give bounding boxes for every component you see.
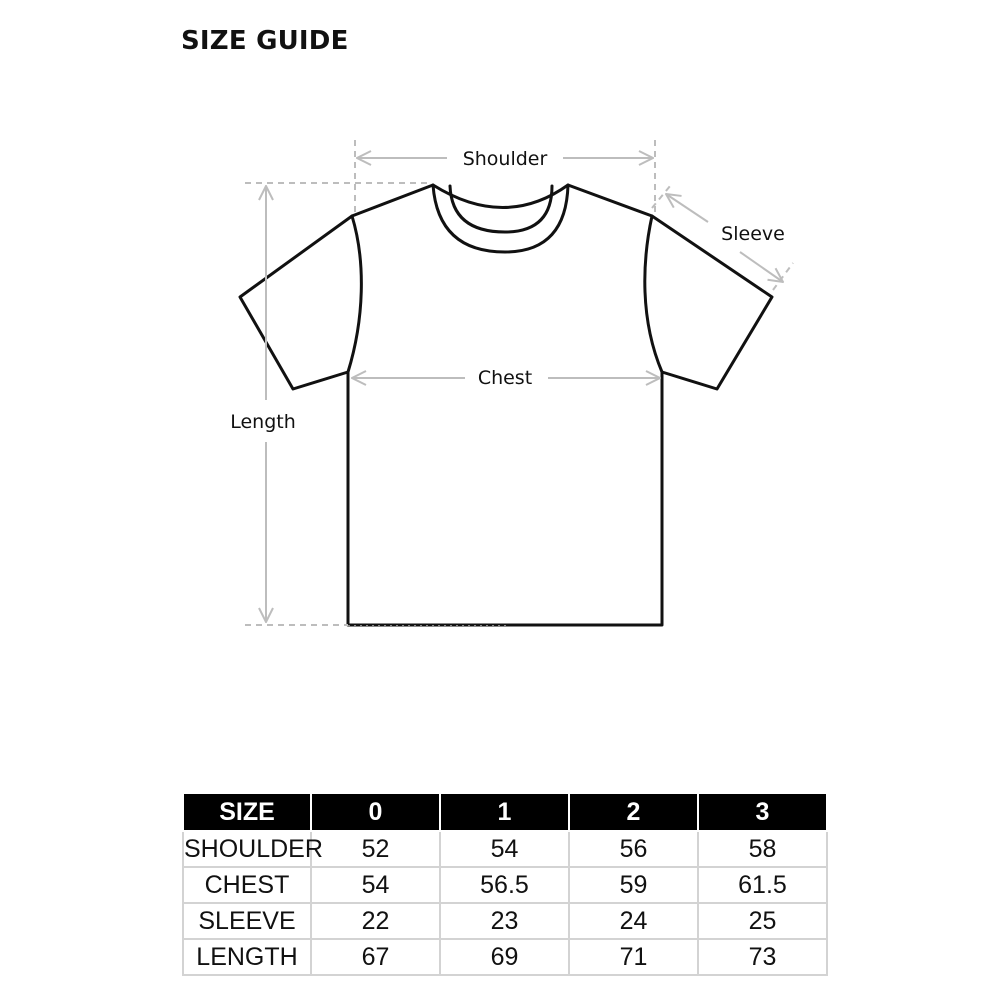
header-size-1: 1 bbox=[440, 793, 569, 831]
chest-label: Chest bbox=[477, 367, 533, 389]
table-row bbox=[183, 903, 827, 939]
sleeve-label: Sleeve bbox=[721, 223, 785, 245]
table-cell: 54 bbox=[440, 831, 569, 867]
table-cell: 73 bbox=[698, 939, 827, 975]
table-row bbox=[183, 867, 827, 903]
header-size-3: 3 bbox=[698, 793, 827, 831]
page-title: SIZE GUIDE bbox=[181, 26, 349, 56]
table-cell: 52 bbox=[311, 831, 440, 867]
row-label-length: LENGTH bbox=[183, 939, 311, 975]
table-cell: 56.5 bbox=[440, 867, 569, 903]
table-cell: 61.5 bbox=[698, 867, 827, 903]
header-size: SIZE bbox=[183, 793, 311, 831]
shoulder-label: Shoulder bbox=[462, 148, 548, 170]
sleeve-arrow-bottom bbox=[740, 252, 783, 282]
header-size-2: 2 bbox=[569, 793, 698, 831]
length-label: Length bbox=[230, 411, 296, 433]
left-sleeve bbox=[240, 216, 352, 389]
row-label-shoulder: SHOULDER bbox=[183, 831, 311, 867]
table-cell: 71 bbox=[569, 939, 698, 975]
row-label-sleeve: SLEEVE bbox=[183, 903, 311, 939]
table-row bbox=[183, 831, 827, 867]
size-chart-table bbox=[182, 792, 828, 976]
header-size-0: 0 bbox=[311, 793, 440, 831]
table-header-row bbox=[183, 793, 827, 831]
table-cell: 59 bbox=[569, 867, 698, 903]
table-cell: 23 bbox=[440, 903, 569, 939]
table-cell: 58 bbox=[698, 831, 827, 867]
table-row bbox=[183, 939, 827, 975]
table-cell: 67 bbox=[311, 939, 440, 975]
table-cell: 22 bbox=[311, 903, 440, 939]
row-label-chest: CHEST bbox=[183, 867, 311, 903]
tshirt-outline bbox=[240, 185, 772, 625]
table-cell: 24 bbox=[569, 903, 698, 939]
table-cell: 54 bbox=[311, 867, 440, 903]
table-cell: 69 bbox=[440, 939, 569, 975]
table-cell: 56 bbox=[569, 831, 698, 867]
table-cell: 25 bbox=[698, 903, 827, 939]
sleeve-arrow-top bbox=[666, 194, 708, 222]
